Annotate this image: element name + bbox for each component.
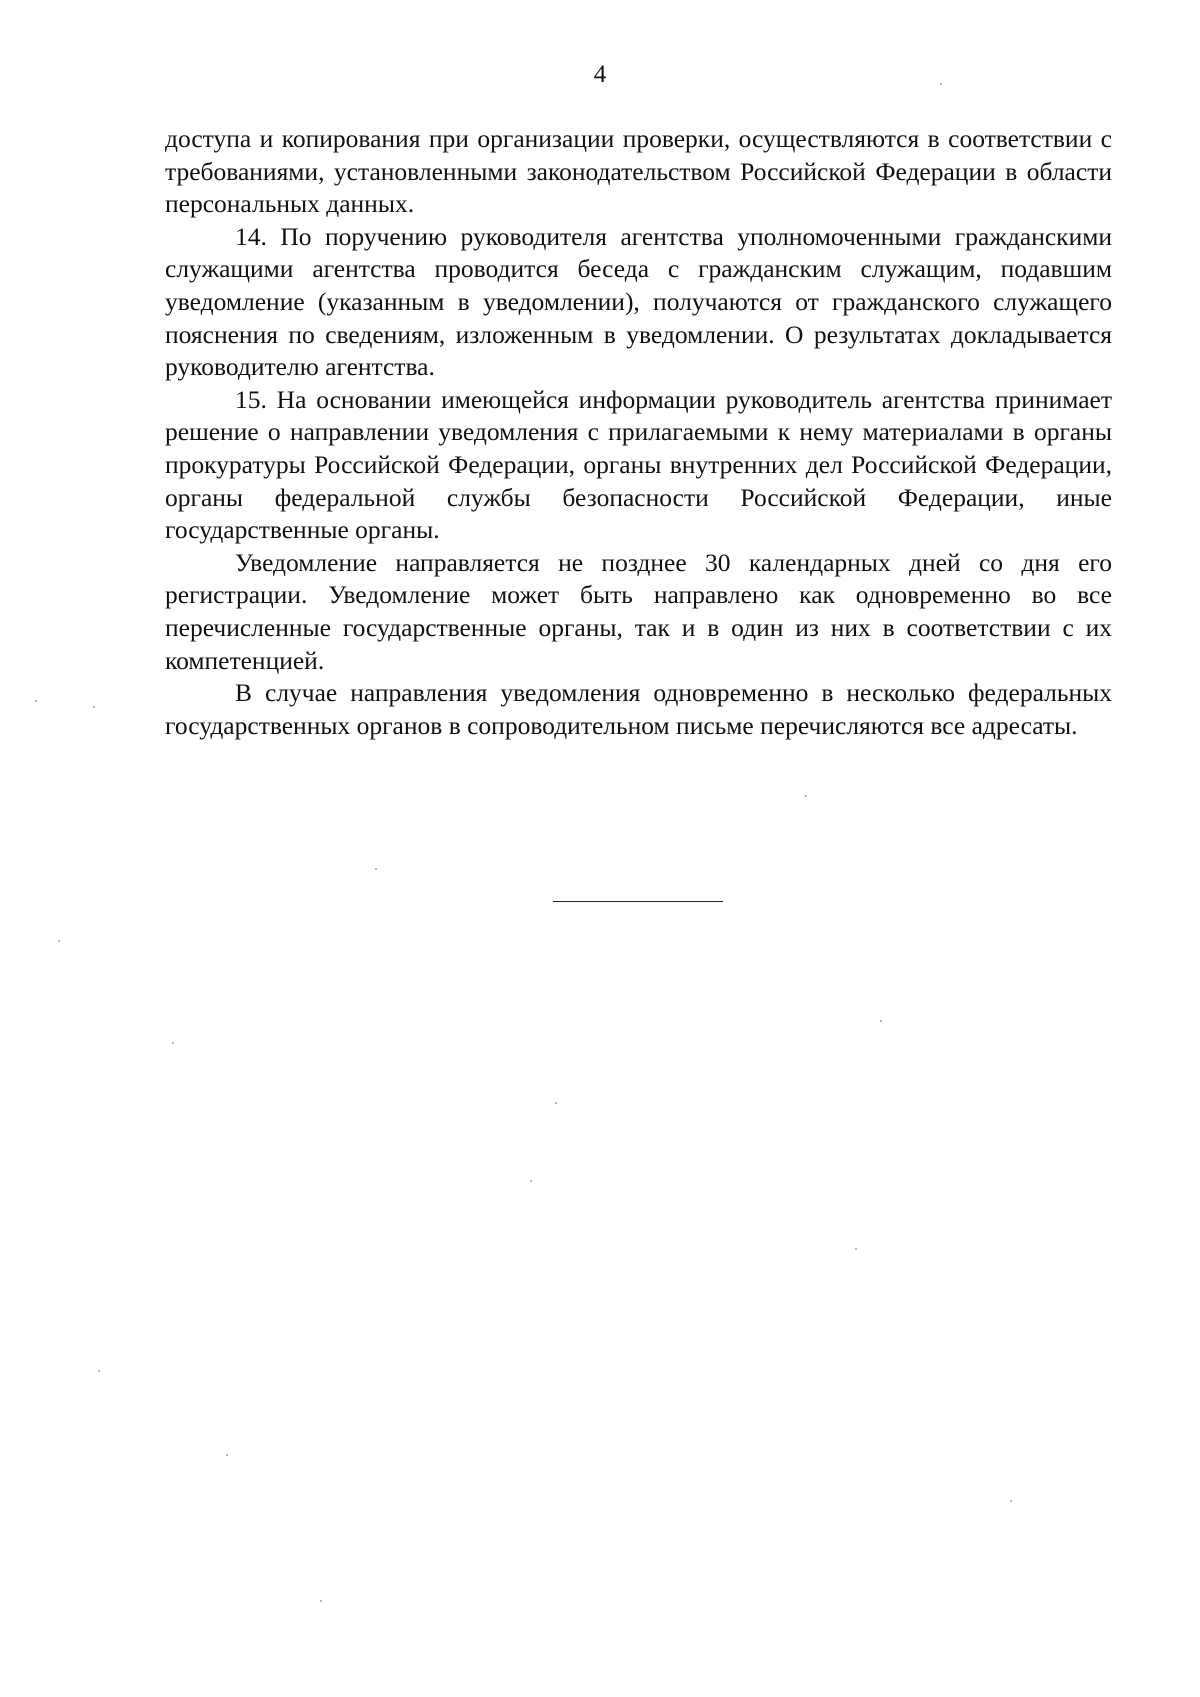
scan-speck bbox=[172, 1042, 174, 1044]
paragraph-multiple-recipients: В случае направления уведомления одновременно в несколько федеральных государственных органов в сопроводительном письме перечисляются все адресаты. bbox=[165, 678, 1112, 740]
paragraph-notification-deadline: Уведомление направляется не позднее 30 календарных дней со дня его регистрации. Уведомление может быть направлено как одновременно во все перечисленные государственные органы, так и в один из них в соответствии с их компетенцией. bbox=[165, 547, 1112, 675]
scan-speck bbox=[1010, 1500, 1012, 1502]
scan-speck bbox=[98, 1370, 100, 1372]
scan-speck bbox=[320, 1600, 322, 1602]
paragraph-14: 14. По поручению руководителя агентства уполномоченными гражданскими служащими агентства проводится беседа с гражданским служащим, подавшим уведомление (указанным в уведомлении), получаются от гражданского служащего пояснения по сведениям, изложенным в уведомлении. О результатах докладывается руководителю агентства. bbox=[165, 221, 1112, 382]
scan-speck bbox=[93, 706, 95, 708]
paragraph-15: 15. На основании имеющейся информации руководитель агентства принимает решение о направлении уведомления с прилагаемыми к нему материалами в органы прокуратуры Российской Федерации, органы внутренних дел Российской Федерации, органы федеральной службы безопасности Российской Федерации, иные государственные органы. bbox=[165, 384, 1112, 545]
scan-speck bbox=[940, 83, 942, 85]
scan-speck bbox=[880, 1020, 882, 1022]
scan-speck bbox=[555, 1102, 557, 1104]
scan-speck bbox=[35, 700, 37, 702]
scan-speck bbox=[855, 1248, 857, 1250]
page-number: 4 bbox=[593, 61, 607, 88]
end-separator-line bbox=[553, 901, 723, 902]
scan-speck bbox=[58, 940, 60, 942]
scan-speck bbox=[226, 1454, 228, 1456]
scan-speck bbox=[805, 795, 807, 797]
paragraph-continuation: доступа и копирования при организации проверки, осуществляются в соответствии с требованиями, установленными законодательством Российской Федерации в области персональных данных. bbox=[165, 124, 1112, 219]
scan-speck bbox=[530, 1180, 532, 1182]
document-body bbox=[165, 123, 1112, 742]
scan-speck bbox=[375, 868, 377, 870]
